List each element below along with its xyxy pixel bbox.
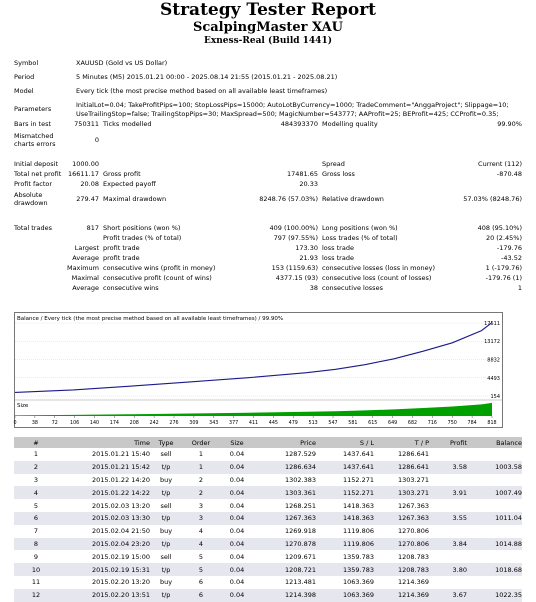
size-area [15, 403, 492, 416]
stat-value: 1 (-179.76) [485, 264, 522, 272]
table-row [14, 538, 522, 551]
stats-row [14, 129, 522, 151]
table-cell [429, 576, 467, 589]
table-cell: 9 [33, 552, 39, 561]
table-cell: sell [160, 450, 172, 459]
table-cell: t/p [150, 589, 182, 602]
stat-label: Long positions (won %) [322, 224, 398, 232]
table-cell: 3.80 [429, 563, 467, 576]
stat-value: 1000.00 [72, 160, 99, 168]
column-header: T / P [374, 437, 429, 448]
table-cell: 1303.361 [254, 486, 316, 499]
table-cell: 1011.04 [467, 512, 522, 525]
stat-value: 797 (97.55%) [273, 234, 318, 242]
table-cell: 1014.88 [467, 538, 522, 551]
table-cell [467, 474, 522, 487]
table-cell: 1214.398 [254, 589, 316, 602]
table-cell: 1270.878 [254, 538, 316, 551]
table-cell: 1018.68 [467, 563, 522, 576]
table-cell: 1 [33, 450, 39, 459]
test-info [14, 59, 522, 119]
x-tick-label: 445 [268, 421, 278, 426]
table-cell [467, 525, 522, 538]
table-cell: 2015.01.21 15:42 [58, 461, 150, 474]
stat-value: 21.93 [299, 254, 318, 262]
table-cell: 1208.783 [397, 552, 429, 561]
table-cell: 12 [14, 589, 58, 602]
table-cell: 2 [198, 475, 204, 484]
table-cell: sell [160, 552, 172, 561]
x-tick-label: 174 [109, 421, 119, 426]
table-row [14, 499, 522, 512]
stat-value: 1 [517, 284, 522, 292]
column-header: Type [150, 437, 182, 448]
table-cell: 1267.363 [374, 512, 429, 525]
table-cell: 2015.02.04 21:50 [91, 527, 150, 536]
table-cell: 3.55 [429, 512, 467, 525]
table-cell: 2015.02.19 15:00 [91, 552, 150, 561]
trades-header-row [14, 437, 522, 448]
table-cell: 1022.35 [467, 589, 522, 602]
balance-chart [14, 312, 503, 428]
table-cell: 1152.271 [316, 486, 374, 499]
table-cell: 3 [33, 475, 39, 484]
table-cell: 2 [182, 486, 220, 499]
stats-table [14, 119, 522, 151]
period-label: Period [14, 73, 35, 81]
stat-value: 817 [86, 224, 99, 232]
stat-label: Profit factor [14, 180, 53, 188]
x-tick-label: 140 [89, 421, 100, 426]
table-row [14, 448, 522, 461]
table-cell: 0.04 [220, 512, 254, 525]
stat-label: loss trade [322, 254, 354, 262]
table-cell: 0.04 [220, 589, 254, 602]
x-tick-label: 479 [288, 421, 298, 426]
stat-value: 409 (100.00%) [269, 224, 318, 232]
table-row [14, 563, 522, 576]
stat-label: Mismatched charts errors [14, 132, 56, 148]
table-cell [467, 499, 522, 512]
x-tick-label: 208 [129, 421, 139, 426]
table-cell: t/p [150, 563, 182, 576]
stat-value: 16611.17 [67, 170, 99, 178]
parameters-line-1: InitialLot=0.04; TakeProfitPips=100; StopLossPips=15000; AutoLotByCurrency=1000; TradeComment="AnggaProject"; Slippage=10; [76, 101, 509, 109]
table-cell: 1119.806 [316, 538, 374, 551]
x-tick-label: 276 [169, 421, 179, 426]
table-cell: 1302.383 [284, 475, 316, 484]
stat-label: Short positions (won %) [103, 224, 181, 232]
stat-value: -870.48 [496, 170, 522, 178]
table-cell: 0.04 [229, 527, 245, 536]
stat-label: consecutive losses [322, 284, 383, 292]
table-cell: 1437.641 [316, 461, 374, 474]
stat-label: Maximal drawdown [103, 195, 167, 203]
table-row [14, 576, 522, 589]
stat-label: Bars in test [14, 120, 52, 128]
symbol-value: XAUUSD (Gold vs US Dollar) [76, 59, 168, 67]
table-cell: 0.04 [220, 461, 254, 474]
table-cell [429, 499, 467, 512]
table-cell [429, 525, 467, 538]
table-cell: t/p [150, 486, 182, 499]
x-tick-label: 38 [31, 421, 38, 426]
table-cell: 2 [14, 461, 58, 474]
table-cell: 5 [33, 501, 39, 510]
report-header [0, 1, 536, 47]
stats-row [14, 243, 522, 253]
trades-summary-table [14, 223, 522, 293]
y-tick-label: 17511 [484, 321, 500, 327]
table-row [14, 474, 522, 487]
table-cell: 7 [33, 527, 39, 536]
x-tick-label: 818 [487, 421, 497, 426]
model-value: Every tick (the most precise method based on all available least timeframes) [76, 87, 328, 95]
stat-label: Initial deposit [14, 160, 59, 168]
stat-label: Expected payoff [103, 180, 156, 188]
column-header: # [14, 437, 58, 448]
stat-label: consecutive profit (count of wins) [103, 274, 212, 282]
stat-value: 153 (1159.63) [271, 264, 318, 272]
table-cell: 1268.251 [284, 501, 316, 510]
table-cell: 1267.363 [397, 501, 429, 510]
report-title: Strategy Tester Report [159, 0, 377, 20]
table-cell: 2015.02.04 23:20 [58, 538, 150, 551]
x-tick-label: 750 [447, 421, 457, 426]
chart-caption: Balance / Every tick (the most precise method based on all available least timeframes) / 99.90% [17, 316, 284, 322]
x-tick-label: 343 [209, 421, 219, 426]
table-cell: buy [159, 578, 173, 587]
x-tick-label: 716 [427, 421, 437, 426]
stat-value: 99.90% [497, 120, 522, 128]
column-header: Order [182, 437, 220, 448]
table-cell: 1209.671 [284, 552, 316, 561]
table-cell: 4 [182, 538, 220, 551]
account-server: Exness-Real (Build 1441) [204, 36, 332, 46]
stats-row [14, 189, 522, 209]
x-tick-label: 72 [51, 421, 58, 426]
table-cell [467, 448, 522, 461]
model-label: Model [14, 87, 34, 95]
stat-label: consecutive wins (profit in money) [103, 264, 216, 272]
stat-value: 20.33 [299, 180, 318, 188]
stat-label: consecutive loss (count of losses) [322, 274, 432, 282]
table-cell: 0.04 [220, 538, 254, 551]
stat-value: 17481.65 [286, 170, 318, 178]
table-cell: 1437.641 [342, 450, 374, 459]
table-cell: 6 [198, 578, 204, 587]
stats-row [14, 159, 522, 169]
table-row [14, 512, 522, 525]
x-tick-label: 581 [348, 421, 358, 426]
stat-label: consecutive losses (loss in money) [322, 264, 435, 272]
stat-label: Profit trades (% of total) [103, 234, 182, 242]
stats-row [14, 283, 522, 293]
table-cell: 11 [31, 578, 41, 587]
table-cell [429, 474, 467, 487]
stat-value: 484393370 [280, 120, 318, 128]
table-row [14, 486, 522, 499]
stat-label: Absolute drawdown [14, 191, 48, 207]
table-cell: 1286.641 [374, 461, 429, 474]
stat-label: Total net profit [14, 170, 62, 178]
table-cell: 5 [198, 552, 204, 561]
column-header: Profit [429, 437, 467, 448]
table-cell: 4 [14, 486, 58, 499]
table-cell: 1119.806 [342, 527, 374, 536]
table-cell: 2015.01.22 14:20 [91, 475, 150, 484]
table-cell: 3.58 [429, 461, 467, 474]
stat-label: Average [72, 254, 99, 262]
stat-value: -179.76 (1) [485, 274, 522, 282]
table-cell: 1287.529 [284, 450, 316, 459]
stat-label: loss trade [322, 244, 354, 252]
table-row [14, 550, 522, 563]
stats-row [14, 223, 522, 233]
size-label: Size [17, 403, 29, 409]
stat-value: 8248.76 (57.03%) [259, 195, 318, 203]
trades-table [14, 437, 522, 602]
table-cell: 0.04 [220, 563, 254, 576]
table-cell: 4 [198, 527, 204, 536]
stat-value: 4377.15 (93) [275, 274, 318, 282]
table-cell: 1007.49 [467, 486, 522, 499]
stat-label: consecutive wins [103, 284, 159, 292]
stat-value: 38 [309, 284, 318, 292]
table-cell: 1208.721 [254, 563, 316, 576]
stat-label: Loss trades (% of total) [322, 234, 398, 242]
parameters-label: Parameters [14, 105, 52, 113]
stat-label: Spread [322, 160, 345, 168]
column-header: Time [58, 437, 150, 448]
stat-value: -43.52 [501, 254, 522, 262]
table-cell: 3.84 [429, 538, 467, 551]
table-cell: 1286.634 [254, 461, 316, 474]
x-tick-label: 242 [149, 421, 159, 426]
table-cell [467, 576, 522, 589]
stats-row [14, 119, 522, 129]
table-cell: 1418.363 [316, 512, 374, 525]
results-table [14, 159, 522, 209]
stat-value: 0 [94, 136, 99, 144]
stat-label: Total trades [14, 224, 52, 232]
table-cell: 3.67 [429, 589, 467, 602]
table-row [14, 461, 522, 474]
table-row [14, 525, 522, 538]
balance-chart-svg [15, 313, 502, 427]
table-cell: 1359.783 [342, 552, 374, 561]
table-cell: 6 [14, 512, 58, 525]
table-cell: t/p [150, 538, 182, 551]
table-cell: 1152.271 [342, 475, 374, 484]
stat-value: 173.30 [295, 244, 318, 252]
table-cell: 10 [14, 563, 58, 576]
table-cell: 1 [198, 450, 204, 459]
stat-value: 750311 [74, 120, 99, 128]
x-tick-label: 649 [388, 421, 398, 426]
x-tick-label: 309 [189, 421, 199, 426]
table-cell: buy [159, 527, 173, 536]
parameters-line-2: UseTrailingStop=false; TrailingStopPips=30; MaxSpread=500; MagicNumber=543777; AAProfit=25; BEProfit=425; CCProfit=0.35; [76, 110, 499, 118]
y-tick-label: 4493 [487, 375, 500, 382]
table-cell: 0.04 [229, 578, 245, 587]
y-tick-label: 8832 [487, 357, 500, 364]
table-cell: 1270.806 [397, 527, 429, 536]
y-tick-label: 13172 [484, 339, 500, 346]
stat-value: -179.76 [496, 244, 522, 252]
table-cell: 8 [14, 538, 58, 551]
table-cell: buy [159, 475, 173, 484]
table-cell: 1359.783 [316, 563, 374, 576]
stat-value: 57.03% (8248.76) [463, 195, 522, 203]
stat-label: Relative drawdown [322, 195, 384, 203]
stat-value: Current (112) [478, 160, 522, 168]
column-header: Size [220, 437, 254, 448]
x-tick-label: 784 [467, 421, 477, 426]
y-tick-label: 154 [490, 394, 500, 400]
symbol-label: Symbol [14, 59, 39, 67]
table-cell: 0.04 [220, 486, 254, 499]
table-cell: 0.04 [229, 501, 245, 510]
period-value: 5 Minutes (M5) 2015.01.21 00:00 - 2025.08.14 21:55 (2015.01.21 - 2025.08.21) [76, 73, 338, 81]
table-cell: 1303.271 [374, 486, 429, 499]
table-cell [429, 550, 467, 563]
x-tick-label: 682 [407, 421, 418, 426]
x-tick-label: 0 [13, 421, 17, 426]
table-cell: 1269.918 [284, 527, 316, 536]
table-cell: 1063.369 [316, 589, 374, 602]
stat-label: profit trade [103, 244, 140, 252]
x-tick-label: 547 [328, 421, 338, 426]
stat-label: profit trade [103, 254, 140, 262]
x-tick-label: 106 [70, 421, 80, 426]
table-cell: 6 [182, 589, 220, 602]
table-cell: 2015.01.21 15:40 [91, 450, 150, 459]
stat-label: Maximum [66, 264, 99, 272]
table-cell: 2015.02.20 13:20 [91, 578, 150, 587]
table-cell: 1063.369 [342, 578, 374, 587]
table-cell: 1270.806 [374, 538, 429, 551]
table-cell: 1286.641 [397, 450, 429, 459]
table-cell: 1003.58 [467, 461, 522, 474]
table-cell: 3 [198, 501, 204, 510]
column-header: Balance [467, 437, 522, 448]
stat-value: 20.08 [80, 180, 99, 188]
stat-label: Average [72, 284, 99, 292]
table-cell: sell [160, 501, 172, 510]
expert-name: ScalpingMaster XAU [192, 20, 344, 35]
balance-line [15, 323, 492, 393]
stat-label: Maximal [71, 274, 99, 282]
table-cell: 1208.783 [374, 563, 429, 576]
stat-value: 20 (2.45%) [485, 234, 522, 242]
stats-row [14, 263, 522, 273]
x-tick-label: 377 [229, 421, 239, 426]
table-cell: t/p [150, 512, 182, 525]
table-cell: 1213.481 [284, 578, 316, 587]
table-cell [429, 448, 467, 461]
table-row [14, 589, 522, 602]
table-cell: 1303.271 [397, 475, 429, 484]
stats-row [14, 169, 522, 179]
table-cell: 0.04 [229, 450, 245, 459]
stats-row [14, 179, 522, 189]
table-cell: 2015.02.03 13:30 [58, 512, 150, 525]
table-cell: t/p [150, 461, 182, 474]
table-cell: 1214.369 [374, 589, 429, 602]
x-tick-label: 411 [248, 421, 259, 426]
table-cell: 2015.01.22 14:22 [58, 486, 150, 499]
table-cell: 5 [182, 563, 220, 576]
stats-row [14, 273, 522, 283]
table-cell: 1418.363 [342, 501, 374, 510]
table-cell: 2015.02.20 13:51 [58, 589, 150, 602]
stat-label: Gross profit [103, 170, 141, 178]
table-cell: 2015.02.03 13:20 [91, 501, 150, 510]
table-cell: 0.04 [229, 552, 245, 561]
table-cell: 2015.02.19 15:31 [58, 563, 150, 576]
table-cell: 3.91 [429, 486, 467, 499]
table-cell: 3 [182, 512, 220, 525]
stat-label: Ticks modelled [103, 120, 152, 128]
table-cell [467, 550, 522, 563]
table-cell: 1214.369 [397, 578, 429, 587]
stat-label: Modelling quality [322, 120, 378, 128]
stat-label: Largest [74, 244, 99, 252]
stats-row [14, 233, 522, 243]
column-header: Price [254, 437, 316, 448]
x-tick-label: 615 [368, 421, 378, 426]
table-cell: 0.04 [229, 475, 245, 484]
x-tick-label: 513 [308, 421, 318, 426]
table-cell: 1 [182, 461, 220, 474]
stat-label: Gross loss [322, 170, 355, 178]
stats-row [14, 253, 522, 263]
column-header: S / L [316, 437, 374, 448]
stat-value: 279.47 [76, 195, 99, 203]
table-cell: 1267.363 [254, 512, 316, 525]
stat-value: 408 (95.10%) [477, 224, 522, 232]
